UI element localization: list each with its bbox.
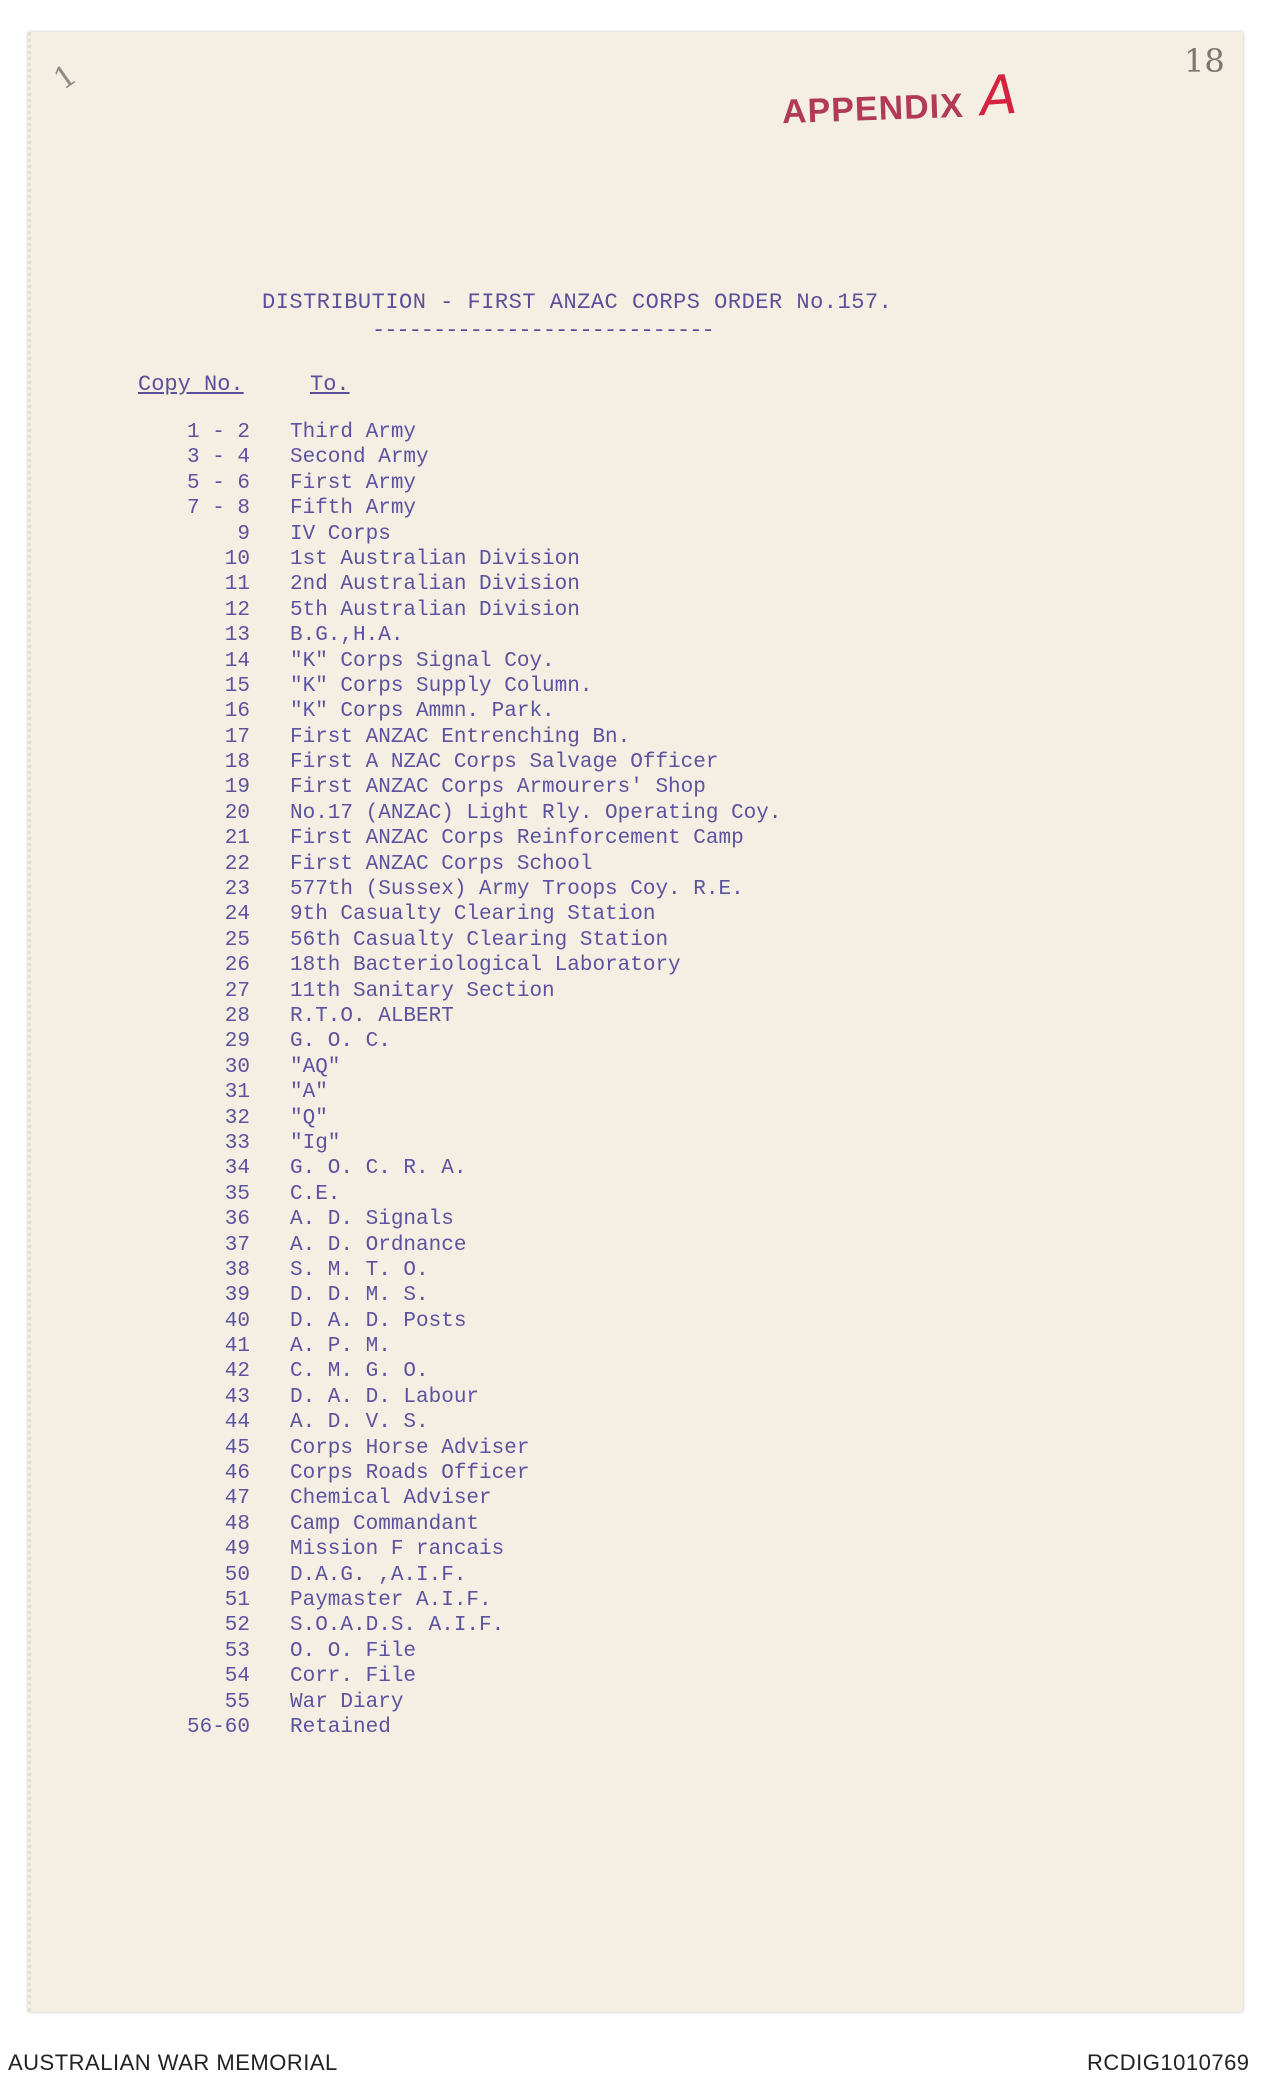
- copy-number: 13: [224, 624, 250, 648]
- recipient: S. M. T. O.: [290, 1258, 429, 1282]
- list-item: [140, 775, 706, 800]
- copy-number: 26: [224, 954, 250, 978]
- list-item: [140, 649, 555, 674]
- copy-number: 49: [224, 1538, 250, 1562]
- recipient: First ANZAC Corps Reinforcement Camp: [290, 827, 744, 851]
- copy-number: 30: [224, 1055, 250, 1079]
- recipient: D.A.G. ,A.I.F.: [290, 1563, 467, 1587]
- list-item: [140, 1715, 391, 1740]
- list-item: [140, 826, 744, 851]
- copy-number: 56-60: [186, 1715, 250, 1739]
- recipient: 18th Bacteriological Laboratory: [290, 954, 681, 978]
- list-item: [140, 1385, 480, 1410]
- copy-number: 21: [224, 827, 250, 851]
- recipient: First A NZAC Corps Salvage Officer: [290, 751, 719, 775]
- copy-number: 29: [224, 1030, 250, 1054]
- recipient: First ANZAC Entrenching Bn.: [290, 725, 631, 749]
- copy-number: 42: [224, 1360, 250, 1384]
- list-item: [140, 522, 391, 547]
- copy-number: 39: [224, 1284, 250, 1308]
- copy-number: 48: [224, 1512, 250, 1536]
- list-item: [140, 852, 593, 877]
- copy-number: 45: [224, 1436, 250, 1460]
- recipient: IV Corps: [290, 522, 391, 546]
- copy-number: 51: [224, 1588, 250, 1612]
- recipient: 1st Australian Division: [290, 547, 580, 571]
- copy-number: 31: [224, 1081, 250, 1105]
- list-item: [140, 801, 782, 826]
- list-item: [140, 1131, 341, 1156]
- list-item: [140, 1613, 505, 1638]
- page-number: 18: [1184, 42, 1225, 80]
- recipient: 11th Sanitary Section: [290, 979, 555, 1003]
- list-item: [140, 1512, 480, 1537]
- recipient: War Diary: [290, 1690, 404, 1714]
- copy-number: 1 - 2: [186, 421, 250, 444]
- column-header-to: To.: [310, 372, 350, 397]
- recipient: First Army: [290, 471, 417, 495]
- list-item: [140, 1080, 328, 1105]
- list-item: [140, 1055, 341, 1080]
- list-item: [140, 928, 669, 953]
- list-item: [140, 674, 593, 699]
- recipient: R.T.O. ALBERT: [290, 1004, 454, 1028]
- copy-number: 38: [224, 1258, 250, 1282]
- copy-number: 3 - 4: [186, 446, 250, 470]
- list-item: [140, 953, 681, 978]
- list-item: [140, 1486, 492, 1511]
- footer-reference: RCDIG1010769: [1087, 2050, 1250, 2075]
- document-title: DISTRIBUTION - FIRST ANZAC CORPS ORDER No.157.: [262, 290, 893, 315]
- list-item: [140, 699, 555, 724]
- recipient: Retained: [290, 1715, 391, 1739]
- recipient: A. D. Signals: [290, 1208, 454, 1232]
- list-item: [140, 572, 580, 597]
- recipient: A. P. M.: [290, 1335, 391, 1359]
- list-item: [140, 877, 744, 902]
- recipient: A. D. Ordnance: [290, 1233, 467, 1257]
- recipient: "Ig": [290, 1131, 341, 1155]
- list-item: [140, 902, 656, 927]
- copy-number: 52: [224, 1614, 250, 1638]
- list-item: [140, 1283, 429, 1308]
- recipient: Fifth Army: [290, 497, 417, 521]
- copy-number: 33: [224, 1131, 250, 1155]
- list-item: [140, 1436, 530, 1461]
- copy-number: 10: [224, 547, 250, 571]
- copy-number: 37: [224, 1233, 250, 1257]
- recipient: Mission F rancais: [290, 1538, 505, 1562]
- copy-number: 41: [224, 1335, 250, 1359]
- list-item: [140, 420, 417, 445]
- list-item: [140, 1029, 391, 1054]
- list-item: [140, 1461, 530, 1486]
- copy-number: 35: [224, 1182, 250, 1206]
- column-header-copy-no: Copy No.: [138, 372, 244, 397]
- recipient: Second Army: [290, 446, 429, 470]
- copy-number: 27: [224, 979, 250, 1003]
- copy-number: 34: [224, 1157, 250, 1181]
- recipient: First ANZAC Corps Armourers' Shop: [290, 776, 706, 800]
- copy-number: 46: [224, 1462, 250, 1486]
- copy-number: 36: [224, 1208, 250, 1232]
- recipient: 5th Australian Division: [290, 598, 580, 622]
- copy-number: 15: [224, 674, 250, 698]
- list-item: [140, 725, 631, 750]
- recipient: Paymaster A.I.F.: [290, 1588, 492, 1612]
- copy-number: 11: [224, 573, 250, 597]
- recipient: "K" Corps Ammn. Park.: [290, 700, 555, 724]
- recipient: B.G.,H.A.: [290, 624, 404, 648]
- recipient: C.E.: [290, 1182, 341, 1206]
- recipient: Corr. File: [290, 1665, 417, 1689]
- list-item: [140, 750, 719, 775]
- recipient: "AQ": [290, 1055, 341, 1079]
- recipient: 577th (Sussex) Army Troops Coy. R.E.: [290, 878, 744, 902]
- distribution-list: [140, 420, 782, 1740]
- copy-number: 5 - 6: [186, 471, 250, 495]
- list-item: [140, 1359, 429, 1384]
- recipient: "Q": [290, 1106, 328, 1130]
- copy-number: 50: [224, 1563, 250, 1587]
- list-item: [140, 1309, 467, 1334]
- recipient: S.O.A.D.S. A.I.F.: [290, 1614, 505, 1638]
- list-item: [140, 1639, 417, 1664]
- recipient: No.17 (ANZAC) Light Rly. Operating Coy.: [290, 801, 782, 825]
- recipient: Corps Horse Adviser: [290, 1436, 530, 1460]
- copy-number: 14: [224, 649, 250, 673]
- list-item: [140, 1233, 467, 1258]
- appendix-stamp: APPENDIX: [781, 86, 965, 132]
- recipient: D. D. M. S.: [290, 1284, 429, 1308]
- copy-number: 47: [224, 1487, 250, 1511]
- list-item: [140, 979, 555, 1004]
- recipient: "A": [290, 1081, 328, 1105]
- recipient: First ANZAC Corps School: [290, 852, 593, 876]
- list-item: [140, 623, 404, 648]
- footer-source: AUSTRALIAN WAR MEMORIAL: [8, 2050, 338, 2075]
- copy-number: 24: [224, 903, 250, 927]
- list-item: [140, 1537, 505, 1562]
- recipient: 56th Casualty Clearing Station: [290, 928, 669, 952]
- copy-number: 7 - 8: [186, 497, 250, 521]
- list-item: [140, 1258, 429, 1283]
- recipient: G. O. C. R. A.: [290, 1157, 467, 1181]
- recipient: Third Army: [290, 421, 417, 444]
- copy-number: 43: [224, 1385, 250, 1409]
- recipient: C. M. G. O.: [290, 1360, 429, 1384]
- list-item: [140, 1334, 391, 1359]
- copy-number: 32: [224, 1106, 250, 1130]
- copy-number: 54: [224, 1665, 250, 1689]
- list-item: [140, 1588, 492, 1613]
- recipient: "K" Corps Signal Coy.: [290, 649, 555, 673]
- list-item: [140, 1664, 417, 1689]
- list-item: [140, 1004, 454, 1029]
- recipient: 2nd Australian Division: [290, 573, 580, 597]
- copy-number: 16: [224, 700, 250, 724]
- pencil-mark: 1: [47, 57, 84, 98]
- recipient: Chemical Adviser: [290, 1487, 492, 1511]
- list-item: [140, 1690, 404, 1715]
- list-item: [140, 1106, 328, 1131]
- list-item: [140, 496, 417, 521]
- list-item: [140, 1563, 467, 1588]
- copy-number: 40: [224, 1309, 250, 1333]
- copy-number: 20: [224, 801, 250, 825]
- copy-number: 53: [224, 1639, 250, 1663]
- copy-number: 25: [224, 928, 250, 952]
- copy-number: 55: [224, 1690, 250, 1714]
- copy-number: 9: [237, 522, 250, 546]
- copy-number: 23: [224, 878, 250, 902]
- list-item: [140, 445, 429, 470]
- copy-number: 17: [224, 725, 250, 749]
- recipient: A. D. V. S.: [290, 1411, 429, 1435]
- copy-number: 22: [224, 852, 250, 876]
- recipient: G. O. C.: [290, 1030, 391, 1054]
- copy-number: 28: [224, 1004, 250, 1028]
- recipient: 9th Casualty Clearing Station: [290, 903, 656, 927]
- list-item: [140, 598, 580, 623]
- copy-number: 12: [224, 598, 250, 622]
- recipient: Camp Commandant: [290, 1512, 480, 1536]
- list-item: [140, 1182, 341, 1207]
- recipient: O. O. File: [290, 1639, 417, 1663]
- list-item: [140, 1207, 454, 1232]
- list-item: [140, 547, 580, 572]
- list-item: [140, 471, 417, 496]
- copy-number: 19: [224, 776, 250, 800]
- list-item: [140, 1410, 429, 1435]
- copy-number: 44: [224, 1411, 250, 1435]
- recipient: D. A. D. Posts: [290, 1309, 467, 1333]
- recipient: D. A. D. Labour: [290, 1385, 480, 1409]
- recipient: "K" Corps Supply Column.: [290, 674, 593, 698]
- copy-number: 18: [224, 751, 250, 775]
- list-item: [140, 1156, 467, 1181]
- title-underline: ----------------------------: [372, 318, 714, 343]
- recipient: Corps Roads Officer: [290, 1462, 530, 1486]
- appendix-letter: A: [977, 62, 1020, 129]
